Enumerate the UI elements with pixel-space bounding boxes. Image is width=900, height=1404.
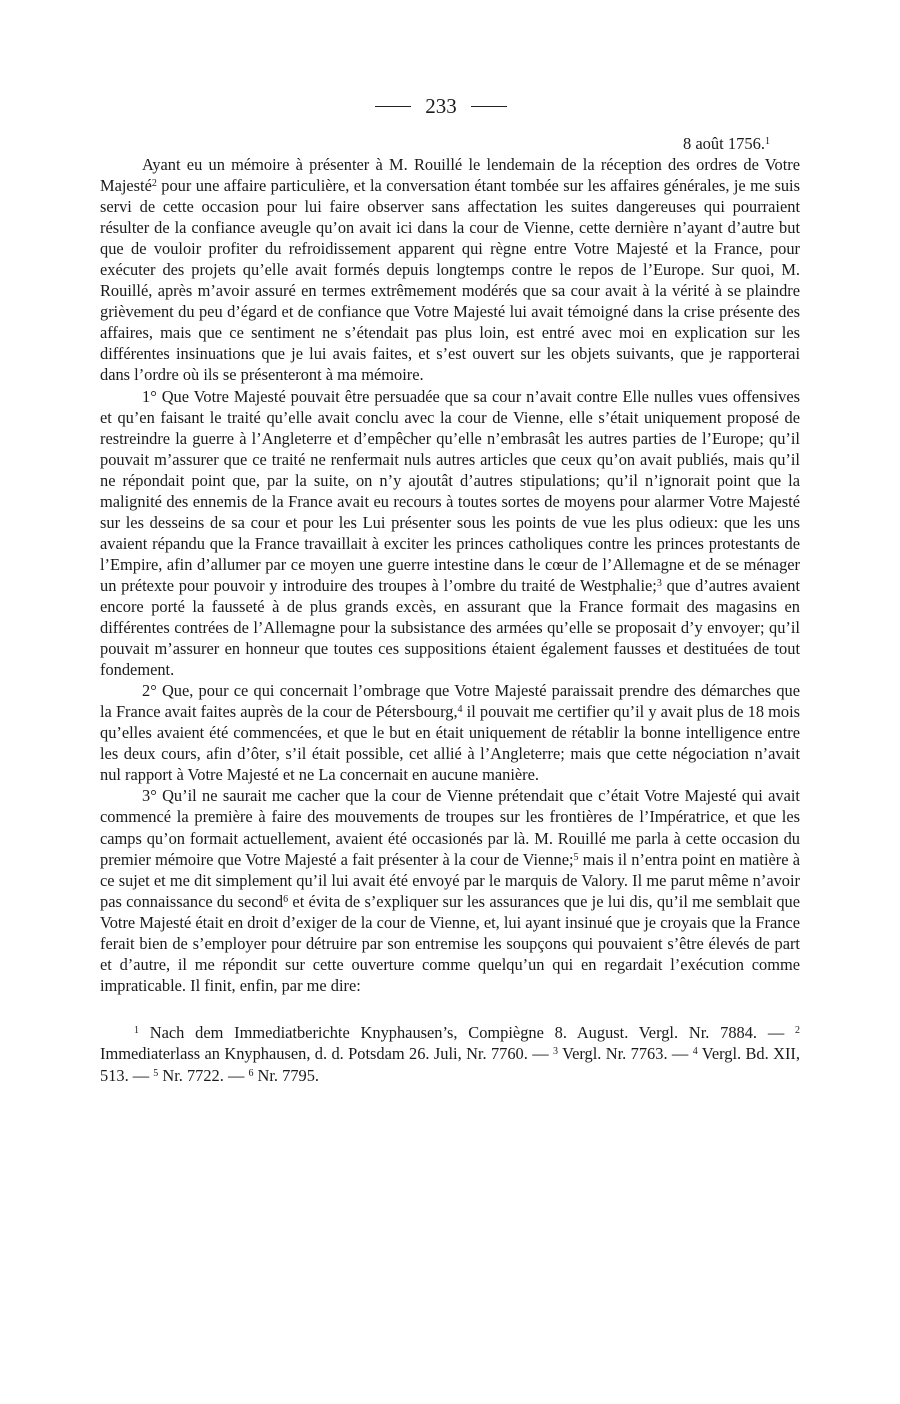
paragraph-text: Ayant eu un mémoire à présenter à M. Rouillé le lendemain de la réception des ordres de Votre Majesté	[100, 155, 800, 196]
footnote-marker: 1	[134, 1024, 139, 1036]
footnote-marker: 4	[457, 704, 463, 716]
letter-body	[100, 154, 800, 996]
paragraph	[100, 386, 800, 681]
footnote-marker: 6	[283, 893, 289, 905]
footnote-text: Nr. 7722. —	[158, 1065, 249, 1085]
footnote-marker: 5	[573, 851, 579, 863]
footnote-text: Vergl. Nr. 7763. —	[558, 1044, 693, 1064]
footnote-marker: 3	[656, 577, 662, 589]
paragraph-text: pour une affaire particulière, et la conversation étant tombée sur les affaires générales, je me suis servi de cette occasion pour lui faire observer sans affectation les suites dangereuses qui pourraient résulter de la confiance aveugle qu’on avait ici dans la cour de Vienne, cette dernière n’ayant d’autre but que de vouloir profiter du refroidissement apparent qui règne entre Votre Majesté et la France, pour exécuter des projets qu’elle avait formés depuis longtemps contre le repos de l’Europe. Sur quoi, M. Rouillé, après m’avoir assuré en termes extrêmement modérés que sa cour avait à la vérité à se plaindre grièvement du peu d’égard et de confiance que Votre Majesté lui avait témoigné dans la crise présente des affaires, mais que ce sentiment ne s’étendait pas plus loin, est entré avec moi en explication sur les différentes insinuations que je lui avais faites, et s’est ouvert sur les objets suivants, que je rapporterai dans l’ordre où ils se présenteront à ma mémoire.	[100, 176, 800, 385]
paragraph-text: 2° Que, pour ce qui concernait l’ombrage que Votre Majesté paraissait prendre des démarches que la France avait faites auprès de la cour de Pétersbourg,	[100, 681, 800, 722]
page-number-rule-right	[471, 106, 507, 107]
footnote-marker: 2	[795, 1024, 800, 1036]
footnote-block	[100, 1022, 800, 1087]
paragraph	[100, 785, 800, 995]
footnote-marker: 6	[248, 1067, 254, 1079]
footnote-text: Nach dem Immediatberichte Knyphausen’s, Compiègne 8. August. Vergl. Nr. 7884. —	[139, 1022, 795, 1042]
paragraph-text: mais il n’entra point en matière à ce sujet et me dit simplement qu’il lui avait été envoyé par le marquis de Valory. Il me parut même n’avoir pas connaissance du second	[100, 849, 800, 911]
paragraph	[100, 154, 800, 386]
paragraph-text: que d’autres avaient encore porté la fausseté à de plus grands excès, en assurant que la France formait des magasins en différentes contrées de l’Allemagne pour la subsistance des armées qu’elle se proposait d’y envoyer; qu’il pouvait m’assurer en honneur que toutes ces suppositions étaient également fausses et destituées de tout fondement.	[100, 575, 801, 680]
paragraph-text: 3° Qu’il ne saurait me cacher que la cour de Vienne prétendait que c’était Votre Majesté qui avait commencé la première à faire des mouvements de troupes sur les frontières de l’Impératrice, et que les camps qu’on formait actuellement, avaient été occasionés par là. M. Rouillé me parla à cette occasion du premier mémoire que Votre Majesté a fait présenter à la cour de Vienne;	[100, 786, 800, 869]
document-page	[100, 92, 800, 1086]
footnote-text: Immediaterlass an Knyphausen, d. d. Potsdam 26. Juli, Nr. 7760. —	[100, 1044, 553, 1064]
paragraph	[100, 680, 800, 785]
paragraph-text: et évita de s’expliquer sur les assurances que je lui dis, qu’il me semblait que Votre Majesté était en droit d’exiger de la cour de Vienne, et, lui ayant insinué que je croyais que la France ferait bien de s’employer pour détruire par son entremise les soupçons qui pouvaient s’être élevés de part et d’autre, il me répondit sur cette ouverture comme quelqu’un qui en regardait l’exécution comme impraticable. Il finit, enfin, par me dire:	[100, 891, 800, 995]
footnotes	[100, 1022, 800, 1087]
footnote-marker: 4	[692, 1046, 698, 1058]
footnote-marker: 1	[765, 136, 770, 147]
page-number-rule-left	[375, 106, 411, 107]
letter-date	[100, 134, 770, 154]
page-number-text: 233	[425, 93, 457, 118]
paragraph-text: il pouvait me certifier qu’il y avait plus de 18 mois qu’elles avaient été commencées, et que le but en était uniquement de rétablir la bonne intelligence entre les deux cours, afin d’ôter, s’il était possible, cet allié à l’Angleterre; mais que cette négociation n’avait nul rapport à Votre Majesté et ne La concernait en aucune manière.	[100, 702, 800, 785]
footnote-marker: 2	[151, 178, 157, 190]
footnote-text: Vergl. Bd. XII, 513. —	[100, 1044, 800, 1085]
footnote-text: Nr. 7795.	[253, 1065, 319, 1085]
letter-date-text: 8 août 1756.	[682, 134, 765, 153]
page-number	[82, 92, 800, 120]
footnote-marker: 5	[153, 1067, 159, 1079]
paragraph-text: 1° Que Votre Majesté pouvait être persuadée que sa cour n’avait contre Elle nulles vues offensives et qu’en faisant le traité qu’elle avait conclu avec la cour de Vienne, elle s’était uniquement proposé de restreindre la guerre à l’Angleterre et d’empêcher qu’elle n’embrasât les autres parties de l’Europe; qu’il pouvait m’assurer que ce traité ne renfermait nuls autres articles que ceux qu’on avait publiés, mais qu’il ne répondait point que, par la suite, on n’y ajoutât d’autres stipulations; qu’il n’ignorait point que la malignité des ennemis de la France avait eu recours à toutes sortes de moyens pour alarmer Votre Majesté sur les desseins de sa cour et pour les Lui présenter sous les points de vue les plus odieux: que les uns avaient répandu que la France travaillait à exciter les princes catholiques contre les princes protestants de l’Empire, afin d’allumer par ce moyen une guerre intestine dans le cœur de l’Allemagne et de se ménager un prétexte pour pouvoir y introduire des troupes à l’ombre du traité de Westphalie;	[100, 386, 800, 595]
footnote-marker: 3	[553, 1046, 558, 1058]
